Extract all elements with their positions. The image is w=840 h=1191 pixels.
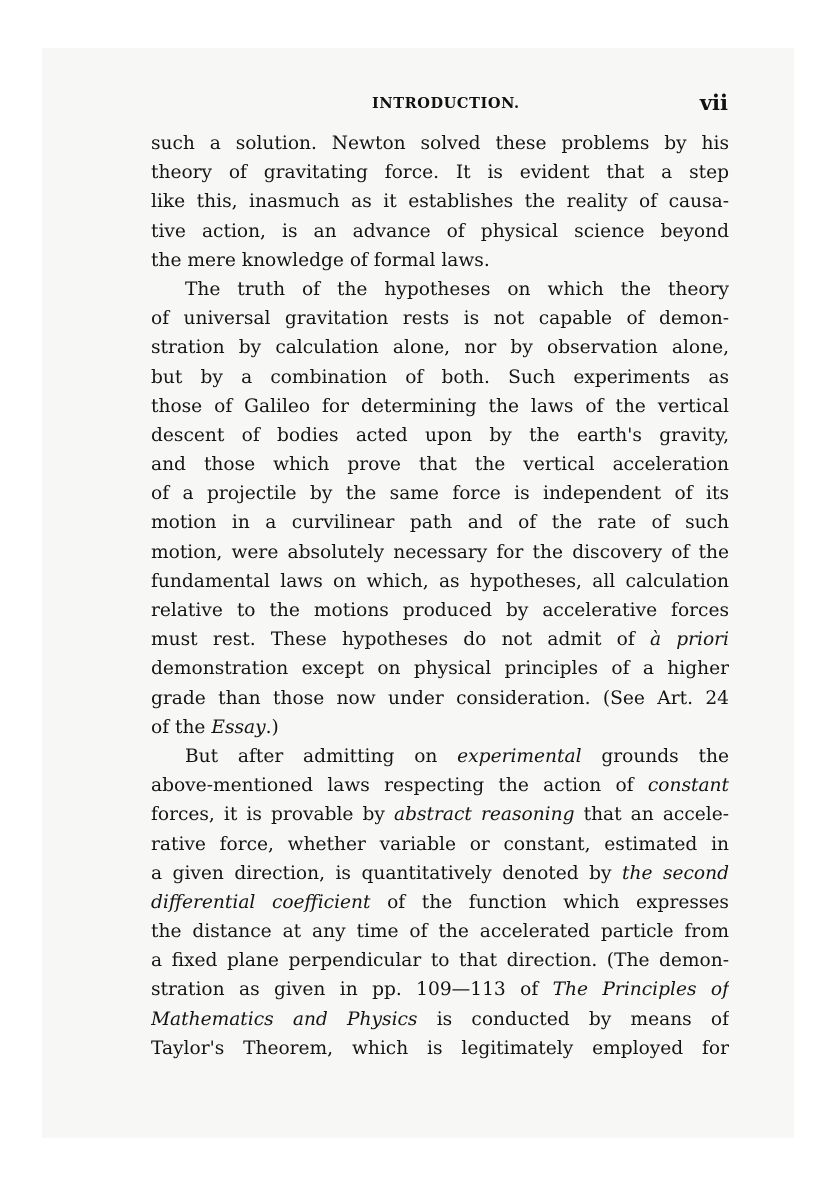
text-line: but by a combination of both. Such experiments as	[151, 366, 729, 388]
page-number: vii	[699, 90, 728, 115]
italic-term: experimental	[457, 745, 582, 767]
text-line: and those which prove that the vertical acceleration	[151, 454, 729, 476]
text-line	[151, 888, 729, 917]
text-line	[151, 975, 729, 1004]
text-line	[151, 742, 729, 771]
text-line: descent of bodies acted upon by the earth's gravity,	[151, 424, 729, 446]
italic-term: Mathematics and Physics	[151, 1008, 418, 1030]
text-line: The truth of the hypotheses on which the theory	[185, 278, 729, 300]
text-line: fundamental laws on which, as hypotheses, all calculation	[151, 570, 729, 592]
text-segment: a given direction, is quantitatively denoted by	[151, 862, 612, 884]
text-segment: of the	[151, 716, 206, 738]
text-segment: above-mentioned laws respecting the action of	[151, 775, 634, 797]
text-line	[151, 800, 729, 829]
text-line: motion, were absolutely necessary for the discovery of the	[151, 541, 729, 563]
text-line: Taylor's Theorem, which is legitimately employed for	[151, 1037, 729, 1059]
italic-term: differential coefficient	[151, 891, 371, 913]
running-head: INTRODUCTION.	[372, 95, 520, 112]
text-line	[151, 771, 729, 800]
italic-term: à priori	[649, 629, 729, 651]
text-line: a fixed plane perpendicular to that direction. (The demon-	[151, 950, 729, 972]
text-line	[151, 1005, 729, 1034]
text-segment: But after admitting on	[185, 745, 438, 767]
italic-term: Essay	[211, 716, 266, 738]
italic-term: the second	[622, 862, 729, 884]
text-line: of universal gravitation rests is not capable of demon-	[151, 308, 729, 330]
text-segment: stration as given in pp. 109—113 of	[151, 979, 539, 1001]
text-segment: that an accele-	[583, 804, 729, 826]
text-segment: grounds the	[601, 745, 729, 767]
text-line: theory of gravitating force. It is evident that a step	[151, 162, 729, 184]
text-line: like this, inasmuch as it establishes the reality of causa-	[151, 191, 729, 213]
text-line: the distance at any time of the accelerated particle from	[151, 921, 729, 943]
text-line	[151, 625, 729, 654]
text-segment: must rest. These hypotheses do not admit of	[151, 629, 635, 651]
italic-term: The Principles of	[552, 979, 729, 1001]
text-segment: forces, it is provable by	[151, 804, 385, 826]
text-line: stration by calculation alone, nor by observation alone,	[151, 337, 729, 359]
text-line: demonstration except on physical principles of a higher	[151, 658, 729, 680]
page-header	[150, 90, 728, 117]
text-line: such a solution. Newton solved these problems by his	[151, 133, 729, 154]
text-line: relative to the motions produced by accelerative forces	[151, 600, 729, 621]
text-line	[151, 859, 729, 888]
text-line: motion in a curvilinear path and of the rate of such	[151, 512, 729, 534]
text-segment: of the function which expresses	[387, 891, 729, 913]
text-line: tive action, is an advance of physical science beyond	[151, 220, 729, 242]
italic-term: abstract reasoning	[394, 804, 575, 826]
body-text	[151, 129, 729, 1063]
text-line	[151, 713, 729, 742]
italic-term: constant	[647, 775, 729, 797]
text-line: those of Galileo for determining the laws of the vertical	[151, 395, 729, 417]
text-segment: is conducted by means of	[436, 1008, 729, 1030]
text-line: the mere knowledge of formal laws.	[151, 249, 490, 271]
text-line: rative force, whether variable or constant, estimated in	[151, 833, 729, 855]
text-line: grade than those now under consideration. (See Art. 24	[151, 687, 729, 709]
text-line: of a projectile by the same force is independent of its	[151, 483, 729, 505]
text-segment: .)	[265, 716, 279, 738]
